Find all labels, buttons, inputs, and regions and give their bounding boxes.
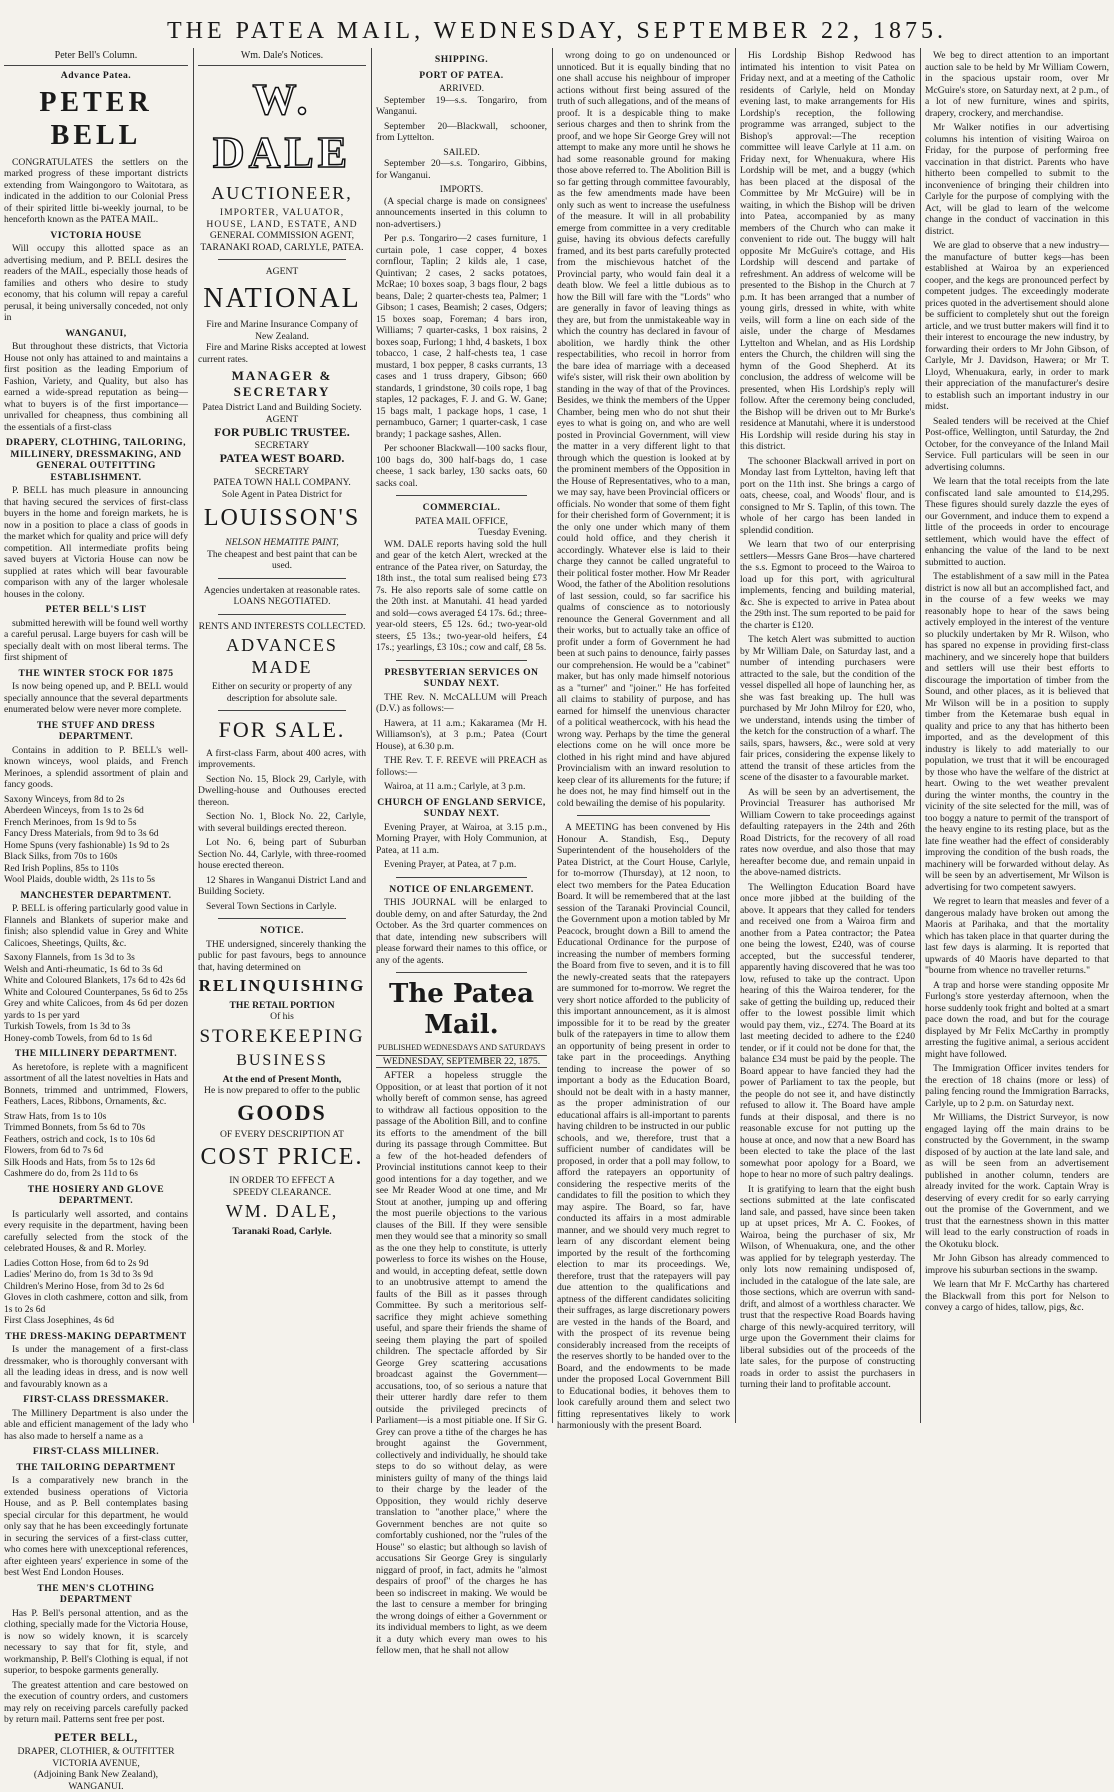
ad-line: IN ORDER TO EFFECT A <box>229 1175 335 1187</box>
ad-line: Fire and Marine Insurance Company of New Zealand. <box>206 319 358 342</box>
column-rule <box>193 48 194 1423</box>
ad-headline: COST PRICE. <box>200 1144 364 1171</box>
subheading: ARRIVED. <box>438 83 485 94</box>
paragraph: P. BELL has much pleasure in announcing that having secured the services of first-class buyers in the home and foreign markets, he is now in a position to place a class of goods in the market which for quality and price will defy competition. All intermediate profits being saved buyers at Victoria House can now be supplied at rates which will bear favourable comparison with any of the larger wholesale houses in the colony. <box>4 485 188 600</box>
paper-nameplate: The Patea Mail. <box>389 979 534 1041</box>
subheading: PATEA MAIL OFFICE, <box>415 515 508 527</box>
address-line: WANGANUI. <box>68 1780 124 1792</box>
peter-bell-logo: PETER BELL <box>39 86 153 152</box>
paragraph: Contains in addition to P. BELL's well-known winceys, wool plaids, and French Merinoes, a splendid assortment of plain and fancy goods. <box>4 744 188 791</box>
ad-line: SECRETARY <box>254 465 310 477</box>
section-heading: THE HOSIERY AND GLOVE DEPARTMENT. <box>27 1183 165 1207</box>
ad-line: NELSON HEMATITE PAINT, <box>225 537 339 549</box>
subheading: SAILED. <box>443 146 480 158</box>
news-paragraph: We beg to direct attention to an important auction sale to be held by Mr William Cowern, in the spacious upstair room, over Mr McGuire's store, on Saturday next, at 2 p.m., of a lot of new furniture, wines and spirits, drapery, crockery, and merchandise. <box>925 50 1109 119</box>
address-line: (Adjoining Bank New Zealand), <box>33 1769 159 1781</box>
ad-headline: NATIONAL <box>203 282 361 314</box>
ad-line: At the end of Present Month, <box>222 1073 342 1085</box>
news-paragraph: The establishment of a saw mill in the Patea district is now all but an accomplished fact, and in the course of a few weeks we may reasonably hope to hear of the saws being actively employed in the interest of the venture so pluckily undertaken by Mr R. Wilson, who has spared no expense in providing first-class machinery, and we sincerely hope that builders and settlers will use their best efforts to discourage the importation of timber from the Sound, and other places, as it is believed that Mr Wilson will be in a position to supply timber from the Ketemarae bush equal in quality and price to any that has hitherto been imported, and as the development of this industry is likely to add materially to our population, we trust that it will be encouraged by those who have the welfare of the district at heart. Owing to the wet weather prevalent during the winter months, the country in the vicinity of the site selected for the mill, was of too boggy a nature to permit of the transport of the heavy engine to its resting place, but as the late fine weather had the effect of considerably improving the condition of the bush roads, the machinery will be forwarded without delay. As will be seen by an advertisement, Mr Wilson is advertising for two competent sawyers. <box>925 571 1109 893</box>
ad-headline: BUSINESS <box>236 1052 328 1070</box>
subheading: Tuesday Evening. <box>478 527 547 538</box>
paragraph: Hawera, at 11 a.m.; Kakaramea (Mr H. Williamson's), at 3 p.m.; Patea (Court House), at 6.30 p.m. <box>376 717 547 752</box>
sale-item: Section No. 15, Block 29, Carlyle, with Dwelling-house and Outhouses erected thereon. <box>198 773 366 808</box>
section-heading: PRESBYTERIAN SERVICES ON SUNDAY NEXT. <box>384 666 539 689</box>
news-paragraph: Mr Walker notifies in our advertising columns his intention of visiting Wairoa on Friday, for the purpose of performing free vaccination in that district. Parents who have hitherto been compelled to submit to the inconvenience of bringing their children into Carlyle for the purpose of complying with the Act, will be glad to learn of the welcome change in the conduct of vaccination in this district. <box>925 122 1109 237</box>
ad-line: SECRETARY <box>254 439 310 451</box>
paragraph: Evening Prayer, at Wairoa, at 3.15 p.m., Morning Prayer, with Holy Communion, at Patea, at 11 a.m. <box>376 821 547 856</box>
subheading: Advance Patea. <box>60 70 132 81</box>
ad-line: Patea District Land and Building Society. <box>202 402 362 414</box>
sale-item: A first-class Farm, about 400 acres, with improvements. <box>198 747 366 771</box>
section-heading: COMMERCIAL. <box>422 502 501 513</box>
news-paragraph: We learn that the total receipts from the late confiscated land sale amounted to £14,295. These figures should surely dazzle the eyes of our Government, and induce them to expend a little of the proceeds in order to encourage settlement, which would have the effect of enhancing the value of the land to be next submitted to auction. <box>925 476 1109 568</box>
ad-line: Fire and Marine Risks accepted at lowest current rates. <box>198 342 366 365</box>
column-rule <box>920 48 921 1423</box>
news-paragraph: The Wellington Education Board have once more jibbed at the building of the above. It appears that they called for tenders and received one from a Wairoa firm and another from a Patea contractor; the Patea one being the lowest, £240, was of course accepted, but the successful tenderer, apparently having discovered that he was too low, refused to take up the contract. Upon hearing of this the Wairoa tenderer, for the sake of getting the building up, reduced their offer to the lowest possible limit which would pay them, viz., £274. The Board at its last meeting decided to adhere to the £240 tender, or if it could not be done for that, the balance £34 must be paid by the people. The Board appear to have fancied they had the power of Parliament to tax the people, but the people do not see it, and have distinctly refused to allow it. The Board have ample funds at their disposal, and there is no reasonable excuse for not putting up the house at once, and now that a new Board has been elected to take the place of the last somewhat poor apology for a Board, we hope to hear no more of such paltry dealings. <box>740 881 915 1180</box>
address-line: VICTORIA AVENUE, <box>52 1757 140 1769</box>
price-list: Saxony Flannels, from 1s 3d to 3s Welsh and Anti-rheumatic, 1s 6d to 3s 6d White and Coloured Blankets, 17s 6d to 42s 6d White and Coloured Counterpanes, 5s 6d to 25s Grey and white Calicoes, from 4s 6d per dozen yards to 1s per yard Turkish Towels, from 1s 3d to 3s Honey-comb Towels, from 6d to 1s 6d <box>4 952 188 1044</box>
column-header: Wm. Dale's Notices. <box>198 50 366 66</box>
notice-paragraph: THE undersigned, sincerely thanking the public for past favours, begs to announce that, having determined on <box>198 938 366 973</box>
news-paragraph: The ketch Alert was submitted to auction by Mr William Dale, on Saturday last, and a number of intending purchasers were attracted to the sale, but the condition of the vessel dispelled all hope of launching her, as she was fast breaking up. The hull was purchased by Mr John Milroy for £20, who, we understand, intends using the timber of the ketch for the construction of a wharf. The sails, spars, hawsers, &c., were sold at very fair prices, considering the expense likely to attend the transit of these articles from the scene of the disaster to a favourable market. <box>740 634 915 783</box>
section-heading: SHIPPING. <box>434 54 489 65</box>
ad-line: He is now prepared to offer to the public <box>204 1085 360 1096</box>
ad-line: HOUSE, LAND, ESTATE, AND <box>206 218 358 230</box>
ad-headline: ADVANCES MADE <box>226 635 338 677</box>
section-heading: PORT OF PATEA. <box>419 69 504 81</box>
news-paragraph: We are glad to observe that a new industry—the manufacture of butter kegs—has been established at Wairoa by an experienced cooper, and the kegs are pronounced perfect by competent judges. The exceedingly moderate prices quoted in the advertisement should alone be sufficient to completely shut out the foreign article, and we trust butter makers will find it to their interest to encourage the new industry, by forwarding their orders to Mr John Gibson, of Carlyle, Mr J. Davidson, Hawera; or Mr T. Lloyd, Whenuakura, early, in order to mark their appreciation of the manufacturer's desire to establish such an important industry in our midst. <box>925 240 1109 412</box>
ad-headline: FOR SALE. <box>218 717 346 743</box>
paragraph: Is a comparatively new branch in the extended business operations of Victoria House, and as P. Bell contemplates basing special circular for this department, he would only say that he has been exceedingly fortunate in securing the services of a first-class cutter, who comes here with unexceptional references, after eighteen years' experience in some of the best West End London Houses. <box>4 1475 188 1579</box>
news-paragraph: We regret to learn that measles and fever of a dangerous malady have broken out among the Maoris at Parihaka, and that the mortality which has taken place in that quarter during the last few days is alarming. It is reported that upwards of 40 Maoris have departed to that "bourne from whence no traveller returns." <box>925 896 1109 976</box>
ad-headline: WM. DALE, <box>225 1201 339 1222</box>
ad-line: Of his <box>270 1011 294 1023</box>
masthead: THE PATEA MAIL, WEDNESDAY, SEPTEMBER 22, 1875. <box>166 18 948 44</box>
paragraph: Evening Prayer, at Patea, at 7 p.m. <box>384 859 517 870</box>
subheading: PUBLISHED WEDNESDAYS AND SATURDAYS <box>377 1043 546 1053</box>
news-paragraph: It is gratifying to learn that the eight bush sections submitted at the late confiscated land sale, and passed, have since been taken up at upset prices, Mr A. C. Fookes, of Wairoa, being the purchaser of six, Mr Wilson, of Whenuakura, one, and the other was applied for by telegraph yesterday. The only lots now remaining undisposed of, included in the catalogue of the late sale, are those sections, which are overrun with sand-drift, and almost of a worthless character. We trust that the respective Road Boards having charge of this newly-acquired territory, will urge upon the Government their claims for liberal subsidies out of the proceeds of the late sales, for the purpose of constructing roads in order to assist the purchasers in turning their land to profitable account. <box>740 1183 915 1390</box>
news-paragraph: The schooner Blackwall arrived in port on Monday last from Lyttelton, having left that port on the 11th inst. She brings a cargo of oats, cheese, coal, and Woods' flour, and is consigned to Mr S. Taplin, of this town. The whole of her cargo has been landed in splendid condition. <box>740 455 915 536</box>
news-paragraph: Mr Williams, the District Surveyor, is now engaged laying off the main drains to be constructed by the Government, in the swamp disposed of by auction at the late land sale, and as will be seen from an advertisement published in another column, tenders are already invited for the work. Captain Wray is deserving of every credit for so early carrying out the promise of the Government, and we trust that the earnestness shown in this matter will lead to the early construction of roads in the Okotuku block. <box>925 1112 1109 1250</box>
ad-line: The cheapest and best paint that can be used. <box>207 548 357 572</box>
price-list: Straw Hats, from 1s to 10s Trimmed Bonnets, from 5s 6d to 70s Feathers, ostrich and cock, 1s to 10s 6d Flowers, from 6d to 7s 6d Silk Hoods and Hats, from 5s to 12s 6d Cashmere do do, from 2s 11d to 6s <box>4 1110 156 1180</box>
news-paragraph: A trap and horse were standing opposite Mr Furlong's store yesterday afternoon, when the horse suddenly took fright and bolted at a smart pace down the road, and but for the courage displayed by Mr Felix McCarthy in promptly arresting the fugitive animal, a serious accident might have followed. <box>925 979 1109 1060</box>
news-paragraph: We learn that two of our enterprising settlers—Messrs Gane Bros—have chartered the s.s. Egmont to proceed to the Wairoa to load up for this port, with agricultural implements, fencing and building material, &c. She is expected to arrive in Patea about the 29th inst. The sum reported to be paid for the charter is £120. <box>740 539 915 631</box>
news-paragraph: As will be seen by an advertisement, the Provincial Treasurer has authorised Mr William Cowern to take proceedings against defaulting ratepayers in the 24th and 26th Road Districts, for the recovery of all road rates now overdue, and also those that may hereafter become due, and remain unpaid in the above-named districts. <box>740 786 915 878</box>
news-paragraph: Mr John Gibson has already commenced to improve his suburban sections in the swamp. <box>925 1253 1109 1276</box>
section-heading: VICTORIA HOUSE <box>50 229 142 241</box>
news-paragraph: His Lordship Bishop Redwood has intimated his intention to visit Patea on Friday next, and at a meeting of the Catholic residents of Carlyle, held on Monday evening last, to make arrangements for His Lordship's reception, the following programme was arranged, subject to the Bishop's approval:—The reception committee will leave Carlyle at 11 a.m. on Friday next, for Whenuakura, where His Lordship will be met, and a buggy (which has been placed at the disposal of the Committee by Mr McGuire) will be in waiting, in which the Bishop will be driven into Patea, accompanied by as many members of the Church who can make it convenient to ride out. The buggy will halt opposite Mr McGuire's cottage, and His Lordship will descend and partake of refreshment. An address of welcome will be presented to the Bishop in the Church at 7 p.m. It has been arranged that a number of young girls, dressed in white, with white veils, will form a line on each side of the aisle, under the charge of Mesdames Lyttelton and Whelan, and as His Lordship enters the Church, the children will sing the hymn of the Good Shepherd. At its conclusion, the address of welcome will be presented, when His Lordship's reply will follow. After the ceremony being concluded, the Bishop will be driven out to Mr Burke's residence at Manutahi, where it is understood His Lordship will reside during his stay in this district. <box>740 50 915 452</box>
paragraph: WM. DALE reports having sold the hull and gear of the ketch Alert, wrecked at the entrance of the Patea river, on Saturday, the 18th inst., the total sum realised being £73 7s. He also reports sale of some cattle on the 20th inst. at Manutahi. 41 head yarded and sold—cows averaged £4 17s. 6d.; three-year-old steers, £5 12s. 6d.; two-year-old steers, £5 13s.; two-year-old heifers, £4 17s.; yearlings, £3 10s.; cow and calf, £8 5s. <box>376 538 547 653</box>
ad-line: Agencies undertaken at reasonable rates. <box>203 584 361 596</box>
section-heading: FIRST-CLASS DRESSMAKER. <box>23 1394 169 1406</box>
ad-headline: LOUISSON'S <box>203 505 361 532</box>
column-shipping <box>376 50 547 1657</box>
column-wm-dale <box>198 50 366 1421</box>
ad-line: AUCTIONEER, <box>211 182 353 203</box>
ad-line: PATEA TOWN HALL COMPANY. <box>213 477 351 489</box>
paragraph: The Millinery Department is also under the able and efficient management of the lady who has also made to herself a name as a <box>4 1407 188 1442</box>
sale-item: Section No. 1, Block No. 22, Carlyle, with several buildings erected thereon. <box>198 811 366 834</box>
sale-item: 12 Shares in Wanganui District Land and Building Society. <box>198 874 366 898</box>
paragraph: THE Rev. T. F. REEVE will PREACH as follows:— <box>376 755 547 778</box>
column-header: Peter Bell's Column. <box>4 50 188 66</box>
ad-line: TARANAKI ROAD, CARLYLE, PATEA. <box>200 241 364 253</box>
section-heading: THE WINTER STOCK FOR 1875 <box>18 667 174 679</box>
section-heading: THE STUFF AND DRESS DEPARTMENT. <box>36 719 156 743</box>
ad-headline: STOREKEEPING <box>199 1025 365 1047</box>
news-paragraph: The Immigration Officer invites tenders for the erection of 18 chains (more or less) of paling fencing round the Immigration Barracks, Carlyle, up to 2 p.m. on Saturday next. <box>925 1063 1109 1109</box>
signature: PETER BELL, <box>54 1729 138 1744</box>
w-dale-logo: W. DALE <box>212 75 352 177</box>
column-peter-bell <box>4 50 188 1792</box>
price-list: Saxony Winceys, from 8d to 2s Aberdeen Winceys, from 1s to 2s 6d French Merinoes, from 1s 9d to 5s Fancy Dress Materials, from 9d to 3s 6d Home Spuns (very fashionable) 1s 9d to 2s Black Silks, from 70s to 160s Red Irish Poplins, 85s to 110s Wool Plaids, double width, 2s 11s to 5s <box>4 793 170 886</box>
column-editorial <box>557 50 730 1431</box>
paragraph: But throughout these districts, that Victoria House not only has attained to and maintains a first position as the leading Emporium of Fashion, Variety, and Quality, but also has earned a wide-spread reputation as being—what to buyers is of the first importance—unrivalled for cheapness, thus combining all the essentials of a first-class <box>4 341 188 433</box>
ad-line: Sole Agent in Patea District for <box>221 488 343 500</box>
section-heading: THE DRESS-MAKING DEPARTMENT <box>5 1330 187 1342</box>
paragraph: P. BELL is offering particularly good value in Flannels and Blankets of superior make and finish; also splendid value in Grey and White Calicoes, Sheetings, Quilts, &c. <box>4 903 188 949</box>
ad-line: Either on security or property of any description for absolute sale. <box>211 681 353 704</box>
ad-line: Taranaki Road, Carlyle. <box>232 1225 332 1237</box>
signature-title: DRAPER, CLOTHIER, & OUTFITTER <box>17 1746 175 1758</box>
paragraph: Is particularly well assorted, and contains every requisite in the department, having been carefully selected from the stock of the celebrated Houses, & and R. Morley. <box>4 1208 188 1255</box>
price-list: Ladies Cotton Hose, from 6d to 2s 9d Ladies' Merino do, from 1s 3d to 3s 9d Children's Merino Hose, from 3d to 2s 6d Gloves in cloth cashmere, cotton and silk, from 1s to 2s 6d First Class Josephines, 4s 6d <box>4 1257 188 1327</box>
ad-headline: MANAGER & SECRETARY <box>231 368 333 399</box>
ad-line: IMPORTER, VALUATOR, <box>219 207 345 219</box>
section-heading: FIRST-CLASS MILLINER. <box>32 1446 160 1458</box>
news-paragraph: We learn that Mr F. McCarthy has chartered the Blackwall from this port for Nelson to convey a cargo of hides, tallow, pigs, &c. <box>925 1279 1109 1313</box>
section-heading: THE MEN'S CLOTHING DEPARTMENT <box>37 1582 155 1606</box>
editorial-paragraph: wrong doing to go on undenounced or unnoticed. But it is equally binding that no one shall accuse his neighbour of improper actions without first being assured of the truth of such allegations, and of the means of proof. It is a despicable thing to make serious charges and then to shrink from the proof, and we hope Sir George Grey will not attempt to make any more until he shows he had some reasonable ground for making those above referred to. The Abolition Bill is so far getting through committee favourably, as the few amendments made have been only such as went to increase the usefulness of the measure. It will in all probability emerge from committee in a very creditable guise, having its obvious defects carefully framed, and its best parts carefully protected from the mischievous hatchet of the Provincial party, who would fain deal it a death blow. We feel a little dubious as to how the Bill will fare with the "Lords" who are generally in favor of leaving things as they are, but from the unmistakeable way in which the country has declared in favour of abolition, we hardly think the other respectabilities, who recoil in horror from the bare idea of marriage with a deceased wife's sister, will risk their own abolition by standing in the way of that of the Provinces. Besides, we think the members of the Upper Chamber, being men who do not shut their eyes to what is going on, and who are well posted in Provincial Government, will view the matter in a very different light to that through which the question is looked at by the prominent members of the Opposition in the House of Representatives, who to a man, we may say, have been Provincial officers or officials. No wonder that some of them fight for their cherished form of Government; it is the only one under which many of them could hold office, and they cherish it accordingly. Whatever else is laid to their charge they cannot be called ungrateful to their political foster mother. How Mr Reader Wood, the father of the Abolition resolutions of last session, could, so far sacrifice his qualms of conscience as to notoriously renounce the General Government and all their works, but to actually take an office of profit under a form of Government he had been at such pains to denounce, fairly passes our comprehension. He would be a "cabinet" maker, but has only made himself notorious as a "turner" and "joiner." He has forfeited all claims to stability of purpose, and has earned for himself the unenvious character of a political weathercock, with his head the wrong way. Perhaps by the time the general elections come on he will once more be clothed in his right mind and have abjured Provincialism with an inward resolution to keep clear of its allurements for the future; if he does not, he may find himself out in the cold bewailing the demise of his popularity. <box>557 50 730 809</box>
ad-line: RENTS AND INTERESTS COLLECTED. <box>198 620 366 632</box>
paragraph: September 19—s.s. Tongariro, from Wanganui. <box>376 94 547 117</box>
paragraph: THIS JOURNAL will be enlarged to double demy, on and after Saturday, the 2nd October. As the 3rd quarter commences on that date, intending new subscribers will please forward their names to this office, or any of the agents. <box>376 897 547 966</box>
section-heading: THE TAILORING DEPARTMENT <box>16 1461 176 1473</box>
paragraph: THE Rev. N. McCALLUM will Preach (D.V.) as follows:— <box>376 691 547 714</box>
intro-paragraph: CONGRATULATES the settlers on the marked progress of these important districts extending from Waingongoro to Waitotara, as indicated in the addition to our Colonial Press of their spirited little bi-weekly journal, to be henceforth known as the PATEA MAIL. <box>4 156 188 226</box>
paragraph: Will occupy this allotted space as an advertising medium, and P. BELL desires the readers of the MAIL, especially those heads of families and others who desire to study economy, that his column will repay a careful perusal, it being universally conceded, not only in <box>4 243 188 324</box>
sale-item: Several Town Sections in Carlyle. <box>206 900 337 912</box>
paragraph: Per schooner Blackwall—100 sacks flour, 100 bags do, 300 half-bags do, 1 case cheese, 1 sack barley, 130 sacks oats, 60 sacks coal. <box>376 443 547 489</box>
column-news <box>740 50 915 1421</box>
ad-headline: GOODS <box>237 1099 327 1125</box>
editorial-paragraph: A MEETING has been convened by His Honour A. Standish, Esq., Deputy Superintendent of the householders of the Patea District, at the Court House, Carlyle, for to-morrow (Thursday), at 12 noon, to elect two members for the Patea Education Board. It will be remembered that at the last session of the Taranaki Provincial Council, the Government upon a motion tabled by Mr Peacock, brought down a Bill to amend the Educational Ordinance for the purpose of increasing the number of members forming the Board from five to seven, and it is to fill the newly-created seats that the ratepayers are summoned for to-morrow. We regret the very short notice afforded to the publicity of this important announcement, as it is almost impossible for it to be read by the greater bulk of the ratepayers in time to allow them an opportunity of being present in order to take part in the proceedings. Anything tending to increase the power of so important a body as the Education Board, should not be dealt with in a hasty manner, as the proper administration of our educational affairs is all-important to parents having children to be instructed in our public schools, and we, therefore, trust that a sufficient number of candidates will be proposed, in order that a poll may follow, to afford the ratepayers an opportunity of considering the respective merits of the candidates to fill the position to which they may aspire. The Board, so far, have conducted its affairs in a most admirable manner, and we should very much regret to learn of any discordant element being imported by the result of the forthcoming election to mar its proceedings. We, therefore, trust that the ratepayers will pay due attention to the qualifications and aptness of the different candidates soliciting their suffrages, as large discretionary powers are vested in the hands of the Board, and with the prospect of its revenue being considerably increased from the receipts of the reserves shortly to be handed over to the Board, and the endowments to be made under the proposed Local Government Bill to Educational bodies, it behoves them to look carefully around them and select two fitting representatives likely to work harmoniously with the present Board. <box>557 822 730 1431</box>
section-heading: THE MILLINERY DEPARTMENT. <box>14 1048 178 1060</box>
column-rule <box>735 48 736 1423</box>
paragraph: As heretofore, is replete with a magnificent assortment of all the latest novelties in Hats and Bonnets, trimmed and untrimmed, Flowers, Feathers, Laces, Ribbons, Ornaments, &c. <box>4 1061 188 1108</box>
section-heading: PETER BELL'S LIST <box>45 604 147 616</box>
paragraph: Has P. Bell's personal attention, and as the clothing, specially made for the Victoria House, is now so widely known, it is scarcely necessary to say that for fit, style, and workmanship, P. Bell's Clothing is equal, if not superior, to bespoke garments generally. <box>4 1607 188 1677</box>
sale-item: Lot No. 6, being part of Suburban Section No. 44, Carlyle, with three-roomed house erected thereon. <box>198 837 366 872</box>
ad-line: THE RETAIL PORTION <box>229 999 335 1011</box>
ad-line: GENERAL COMMISSION AGENT, <box>209 230 355 242</box>
paragraph: submitted herewith will be found well worthy a careful perusal. Large buyers for cash will be specially dealt with on most liberal terms. The first shipment of <box>4 617 188 664</box>
ad-line: LOANS NEGOTIATED. <box>233 596 331 608</box>
ad-line: AGENT <box>265 413 299 425</box>
ad-headline: FOR PUBLIC TRUSTEE. <box>214 425 350 440</box>
editorial-paragraph: AFTER a hopeless struggle the Opposition, or at least that portion of it not wholly bereft of common sense, has agreed to withdraw all factious opposition to the passage of the Abolition Bill, and to confine its efforts to the amendment of the bill during its passage through Committee. But a few of the hot-headed defenders of Provincial institutions cannot keep to their good intentions for a day together, and we see Mr Reader Wood at one time, and Mr Stout at another, jumping up and offering the most puerile objections to the various clauses of the Bill. If they were sensible men they would see that a minority so small as the one they help to constitute, is utterly powerless to force its wishes on the House, and would, in accepting defeat, settle down to an unobtrusive attempt to amend the faults of the Bill as it passes through Committee. By such a meritorious self-sacrifice they might achieve something useful, and spare their friends the shame of seeing them playing the part of spoiled children. The spectacle afforded by Sir George Grey scattering accusations broadcast against the Government—accusations, too, of so serious a nature that their utterer hardly dare refer to them outside the privileged precincts of Parliament—is a most pitiable one. If Sir G. Grey can prove a tithe of the charges he has brought against the Government, collectively and individually, he should take steps to do so without delay, as were ministers guilty of many of the things laid to their charge by the leader of the Opposition, they would richly deserve translation to "another place," where the Government benches are not quite so comfortably cushioned, nor the "rules of the House" so elastic; but although so lavish of accusations Sir George Grey is singularly niggard of proof, in fact, admits he "almost despairs of proof" of the charges he has been so indiscreet in making. We would be the last to censure a member for bringing the wrong doings of either a Government or its individual members to light, as we deem it a duty which every man owes to his fellow men, that he shall not allow <box>376 1070 547 1657</box>
section-heading: CHURCH OF ENGLAND SERVICE, SUNDAY NEXT. <box>377 796 546 819</box>
paragraph: Per p.s. Tongariro—2 cases furniture, 1 curtain pole, 1 case copper, 4 boxes cornflour, Taplin; 2 kilds ale, 1 case, Quintivan; 2 cases, 2 sacks potatoes, McRae; 10 boxes soap, 3 bags flour, 2 bags beans, Dale; 2 quarter-chests tea, Palmer; 1 Gibson; 1 cases, Beamish; 2 cases, Odgers; 15 boxes soap, Foreman; 4 bars iron, Williams; 7 quarter-casks, 1 box raisins, 2 boxes soap, Furlong; 1 hhd, 4 baskets, 1 box tobacco, 1 case, 2 half-chests tea, 1 case mustard, 1 box pepper, 8 casks currants, 13 cases and 1 truss drapery, Gibson; 660 standards, 1 grindstone, 30 coils rope, 1 bag staples, 12 packages, F. J. and G. W. Gane; 15 bags malt, 1 package hops, 1 case, 1 pernambuco, Garner; 1 quarter-cask, 1 case brandy; 1 package sashes, Allen. <box>376 233 547 440</box>
section-heading: DRAPERY, CLOTHING, TAILORING, MILLINERY, DRESSMAKING, AND GENERAL OUTFITTING ESTABLISHMENT. <box>5 437 187 483</box>
paragraph: The greatest attention and care bestowed on the execution of country orders, and customers may rely on receiving parcels carefully packed by return mail. Patterns sent free per post. <box>4 1679 188 1726</box>
ad-line: AGENT <box>265 266 299 278</box>
subheading: IMPORTS. <box>439 184 484 195</box>
section-heading: NOTICE OF ENLARGEMENT. <box>389 883 534 895</box>
ad-headline: PATEA WEST BOARD. <box>219 451 345 466</box>
ad-headline: RELINQUISHING <box>198 976 366 996</box>
ad-line: SPEEDY CLEARANCE. <box>232 1186 332 1198</box>
paragraph: Is now being opened up, and P. BELL would specially announce that the several departments enumerated below were never more complete. <box>4 681 188 716</box>
paragraph: (A special charge is made on consignees' announcements inserted in this column to non-advertisers.) <box>376 195 547 230</box>
paragraph: September 20—s.s. Tongariro, Gibbins, for Wanganui. <box>376 158 547 181</box>
notice-heading: NOTICE. <box>260 925 304 937</box>
paragraph: Wairoa, at 11 a.m.; Carlyle, at 3 p.m. <box>384 781 526 792</box>
column-rule <box>552 48 553 1423</box>
issue-date: WEDNESDAY, SEPTEMBER 22, 1875. <box>376 1055 547 1069</box>
section-heading: WANGANUI, <box>65 327 127 339</box>
paragraph: Is under the management of a first-class dressmaker, who is thoroughly conversant with all the leading ideas in dress, and is now well and favourably known as a <box>4 1344 188 1390</box>
paragraph: September 20—Blackwall, schooner, from Lyttelton. <box>376 120 547 143</box>
ad-line: OF EVERY DESCRIPTION AT <box>219 1128 345 1140</box>
news-paragraph: Sealed tenders will be received at the Chief Post-office, Wellington, until Saturday, the 2nd October, for the conveyance of the Inland Mail Service. Full particulars will be seen in our advertising columns. <box>925 415 1109 473</box>
section-heading: MANCHESTER DEPARTMENT. <box>20 889 172 901</box>
column-rule <box>371 48 372 1423</box>
column-news-2 <box>925 50 1109 1421</box>
